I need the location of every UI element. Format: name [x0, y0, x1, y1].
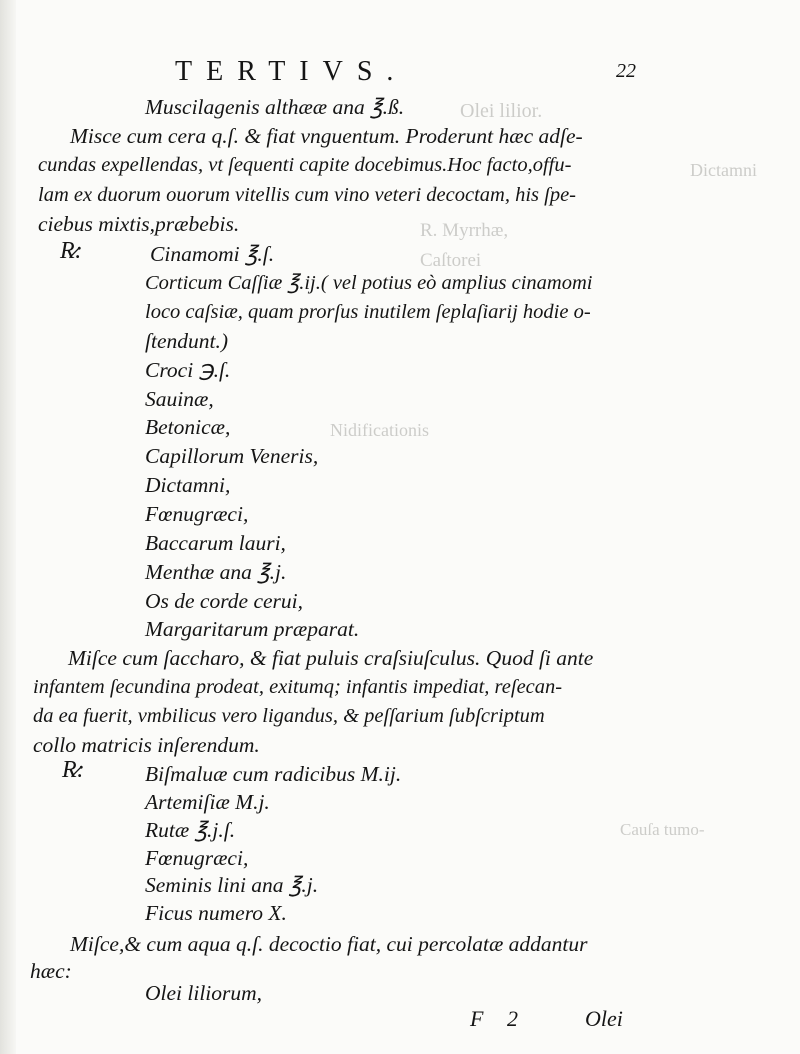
recipe-item: Biſmaluæ cum radicibus M.ij.: [145, 762, 402, 786]
text-line: collo matricis inſerendum.: [33, 733, 260, 757]
recipe-item: Artemiſiæ M.j.: [145, 790, 270, 814]
bleed-through: R. Myrrhæ,: [420, 220, 509, 241]
recipe-item: ſtendunt.): [145, 329, 228, 353]
text-line: Muscilagenis althææ ana ℥.ß.: [145, 95, 405, 119]
recipe-item: Os de corde cerui,: [145, 589, 304, 613]
recipe-item: Corticum Caſſiæ ℥.ij.( vel potius eò amplius cinamomi: [145, 272, 593, 294]
recipe-item: Croci ℈.ſ.: [145, 358, 231, 382]
recipe-item: Margaritarum præparat.: [145, 617, 360, 641]
bleed-through: Caſtorei: [420, 250, 482, 271]
recipe-item: Betonicæ,: [145, 415, 231, 439]
catchword: Olei: [585, 1006, 623, 1031]
recipe-item: Fœnugræci,: [145, 502, 249, 526]
text-line: ciebus mixtis,præbebis.: [38, 212, 240, 236]
page-gutter-shadow: [0, 0, 16, 1054]
bleed-through: Dictamni: [690, 160, 757, 180]
bleed-through: Cauſa tumo-: [620, 820, 705, 839]
recipe-item: Rutæ ℥.j.ſ.: [145, 818, 236, 842]
bleed-through: Nidificationis: [330, 420, 429, 440]
text-line: infantem ſecundina prodeat, exitumq; infantis impediat, reſecan-: [33, 676, 563, 698]
bleed-through: Olei lilior.: [460, 100, 543, 122]
text-line: da ea fuerit, vmbilicus vero ligandus, & peſſarium ſubſcriptum: [33, 705, 545, 727]
recipe-item: Ficus numero X.: [145, 901, 287, 925]
recipe-item: Menthæ ana ℥.j.: [145, 560, 287, 584]
recipe-item: Olei liliorum,: [145, 981, 263, 1005]
running-title: TERTIVS.: [175, 56, 408, 87]
text-line: cundas expellendas, vt ſequenti capite docebimus.Hoc facto,offu-: [38, 154, 572, 176]
recipe-item: Fœnugræci,: [145, 846, 249, 870]
recipe-symbol: R̷:: [62, 757, 85, 783]
recipe-item: Baccarum lauri,: [145, 531, 286, 555]
recipe-item: loco caſsiæ, quam prorſus inutilem ſeplaſiarij hodie o-: [145, 301, 591, 323]
recipe-item: Capillorum Veneris,: [145, 444, 319, 468]
text-line: hæc:: [30, 959, 72, 983]
signature-mark: F 2: [470, 1006, 518, 1031]
recipe-item: Cinamomi ℥.ſ.: [150, 242, 275, 266]
text-line: Miſce cum ſaccharo, & fiat puluis craſsiuſculus. Quod ſi ante: [68, 646, 594, 670]
recipe-item: Seminis lini ana ℥.j.: [145, 873, 319, 897]
page-number: 22: [616, 60, 636, 82]
text-line: Miſce,& cum aqua q.ſ. decoctio fiat, cui percolatæ addantur: [70, 932, 588, 956]
recipe-item: Sauinæ,: [145, 387, 214, 411]
recipe-item: Dictamni,: [145, 473, 231, 497]
text-line: lam ex duorum ouorum vitellis cum vino veteri decoctam, his ſpe-: [38, 184, 576, 206]
recipe-symbol: R̷:: [60, 238, 83, 264]
text-line: Misce cum cera q.ſ. & fiat vnguentum. Proderunt hæc adſe-: [70, 124, 583, 148]
